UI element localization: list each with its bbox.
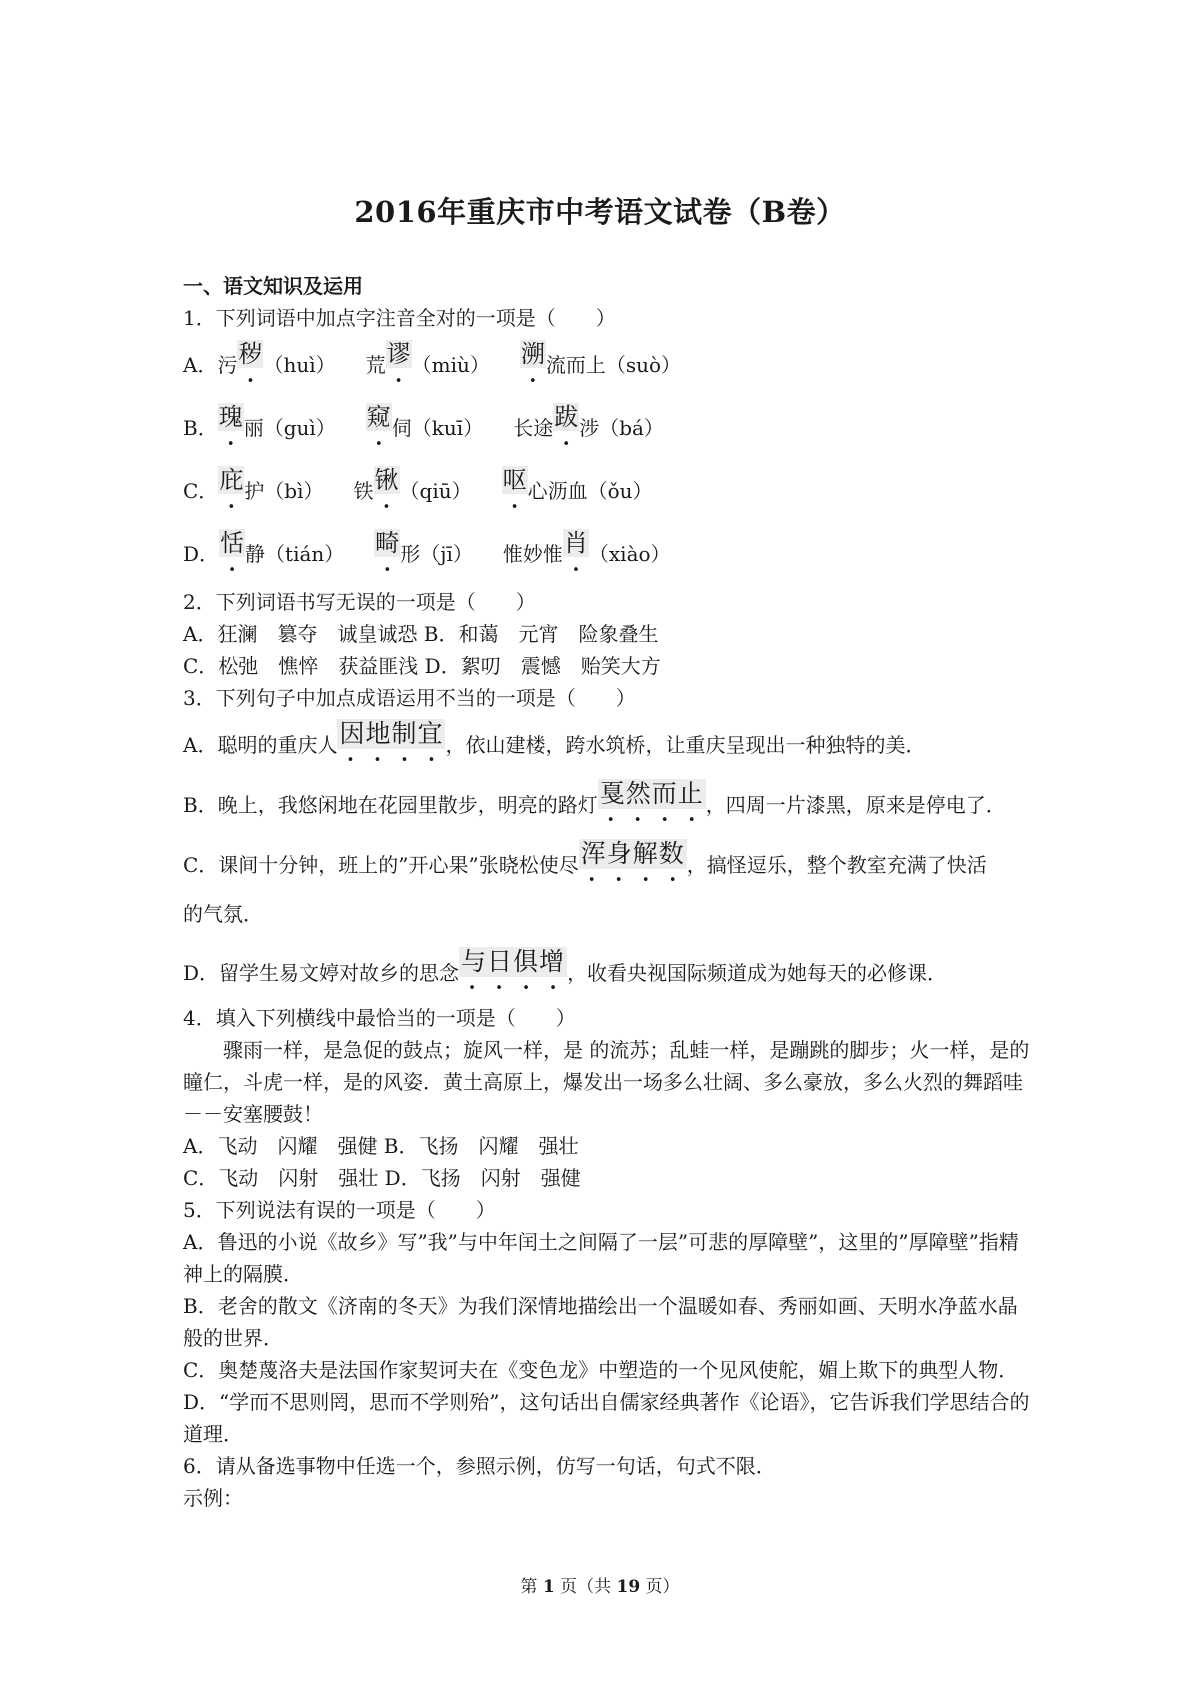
option-label: B．	[183, 416, 218, 440]
q3-option-c-continued: 的气氛．	[183, 902, 263, 926]
q5-option-a: A．鲁迅的小说《故乡》写”我”与中年闰土之间隔了一层”可悲的厚障壁”，这里的”厚障壁”指精神上的隔膜．	[183, 1230, 1019, 1286]
text: 丽（guì）	[243, 416, 336, 440]
text: 伺（kuī）	[391, 416, 484, 440]
dotted-char: 秽	[238, 340, 263, 368]
dotted-char: 瑰	[218, 403, 243, 431]
q4-options-line-2: C．飞动 闪射 强壮 D．飞扬 闪射 强健	[183, 1166, 581, 1190]
text: C．课间十分钟，班上的”开心果”张晓松使尽	[183, 853, 579, 877]
q1-option-d	[183, 523, 1033, 586]
exam-content	[183, 270, 1033, 1514]
dotted-idiom: 浑身解数 • • • •	[580, 839, 685, 888]
text: （qiū）	[399, 479, 472, 503]
text: 荒	[365, 353, 386, 377]
footer-text: 页）	[640, 1577, 680, 1597]
dotted-idiom: 与日俱增 • • • •	[461, 947, 566, 996]
q1-option-b	[183, 397, 1033, 460]
question-2-stem: 2．下列词语书写无误的一项是（ ）	[183, 590, 536, 614]
dotted-char: 溯	[520, 340, 545, 368]
footer-text: 第	[520, 1577, 543, 1597]
question-5-stem: 5．下列说法有误的一项是（ ）	[183, 1198, 496, 1222]
text: ，四周一片漆黑，原来是停电了．	[705, 793, 1006, 817]
text: ，依山建楼，跨水筑桥，让重庆呈现出一种独特的美．	[445, 733, 926, 757]
text: 心沥血（ǒu）	[527, 479, 653, 503]
question-1-stem: 1．下列词语中加点字注音全对的一项是（ ）	[183, 306, 616, 330]
idiom-text: 与日俱增	[461, 947, 566, 976]
dotted-char: 畸	[375, 529, 400, 557]
q1-option-a	[183, 334, 1033, 397]
option-label: D．	[183, 542, 220, 566]
dotted-char: 窥	[366, 403, 391, 431]
idiom-text: 戛然而止	[599, 779, 704, 808]
dotted-char: 锹	[374, 466, 399, 494]
text: 长途	[513, 416, 554, 440]
page-number: 1	[542, 1577, 555, 1597]
q3-option-a	[183, 714, 1033, 774]
q4-passage: 骤雨一样，是急促的鼓点；旋风一样，是 的流苏；乱蛙一样，是蹦跳的脚步；火一样，是的瞳仁，斗虎一样，是的风姿．黄土高原上，爆发出一场多么壮阔、多么豪放，多么火烈的舞蹈哇－－安塞腰鼓！	[183, 1038, 1030, 1126]
page-footer	[0, 1572, 1200, 1597]
text: （xiào）	[588, 542, 671, 566]
q2-options-line-1: A．狂澜 篡夺 诚皇诚恐 B．和蔼 元宵 险象叠生	[183, 622, 659, 646]
text: D．留学生易文婷对故乡的思念	[183, 961, 460, 985]
text: 惟妙惟	[502, 542, 563, 566]
dotted-idiom: 因地制宜 • • • •	[339, 719, 444, 768]
text: 形（jī）	[400, 542, 473, 566]
q3-option-b	[183, 774, 1033, 834]
page-title: 2016年重庆市中考语文试卷（B卷）	[354, 195, 846, 229]
text: 流而上（suò）	[545, 353, 682, 377]
text: 护（bì）	[244, 479, 324, 503]
text: B．晚上，我悠闲地在花园里散步，明亮的路灯	[183, 793, 598, 817]
text: A．聪明的重庆人	[183, 733, 338, 757]
text: （miù）	[411, 353, 490, 377]
question-6-stem: 6．请从备选事物中任选一个，参照示例，仿写一句话，句式不限．	[183, 1454, 776, 1478]
q1-option-c	[183, 460, 1033, 523]
dotted-char: 跋	[554, 403, 579, 431]
question-4-stem: 4．填入下列横线中最恰当的一项是（ ）	[183, 1006, 576, 1030]
text: 涉（bá）	[579, 416, 664, 440]
q4-options-line-1: A．飞动 闪耀 强健 B．飞扬 闪耀 强壮	[183, 1134, 579, 1158]
dotted-char: 谬	[386, 340, 411, 368]
q6-example-label: 示例：	[183, 1486, 243, 1510]
dotted-char: 庇	[219, 466, 244, 494]
footer-text: 页（共	[554, 1577, 617, 1597]
text: 污	[217, 353, 238, 377]
option-label: A．	[183, 353, 218, 377]
text: 铁	[353, 479, 374, 503]
total-pages: 19	[616, 1577, 641, 1597]
dotted-idiom: 戛然而止 • • • •	[599, 779, 704, 828]
text: ，搞怪逗乐，整个教室充满了快活	[686, 853, 987, 877]
idiom-text: 浑身解数	[580, 839, 685, 868]
question-3-stem: 3．下列句子中加点成语运用不当的一项是（ ）	[183, 686, 636, 710]
text: 静（tián）	[245, 542, 345, 566]
q5-option-c: C．奥楚蔑洛夫是法国作家契诃夫在《变色龙》中塑造的一个见风使舵，媚上欺下的典型人物．	[183, 1358, 1019, 1382]
q3-option-c	[183, 834, 1033, 894]
text: ，收看央视国际频道成为她每天的必修课．	[567, 961, 948, 985]
q5-option-b: B．老舍的散文《济南的冬天》为我们深情地描绘出一个温暖如春、秀丽如画、天明水净蓝水晶般的世界．	[183, 1294, 1018, 1350]
idiom-text: 因地制宜	[339, 719, 444, 748]
dotted-char: 肖	[563, 529, 588, 557]
q2-options-line-2: C．松弛 憔悴 获益匪浅 D．絮叨 震憾 贻笑大方	[183, 654, 661, 678]
text: （huì）	[263, 353, 336, 377]
q3-option-d	[183, 942, 1033, 1002]
q5-option-d: D．“学而不思则罔，思而不学则殆”，这句话出自儒家经典著作《论语》，它告诉我们学思结合的道理．	[183, 1390, 1030, 1446]
dotted-char: 呕	[502, 466, 527, 494]
section-heading: 一、语文知识及运用	[183, 274, 363, 298]
dotted-char: 恬	[220, 529, 245, 557]
option-label: C．	[183, 479, 219, 503]
